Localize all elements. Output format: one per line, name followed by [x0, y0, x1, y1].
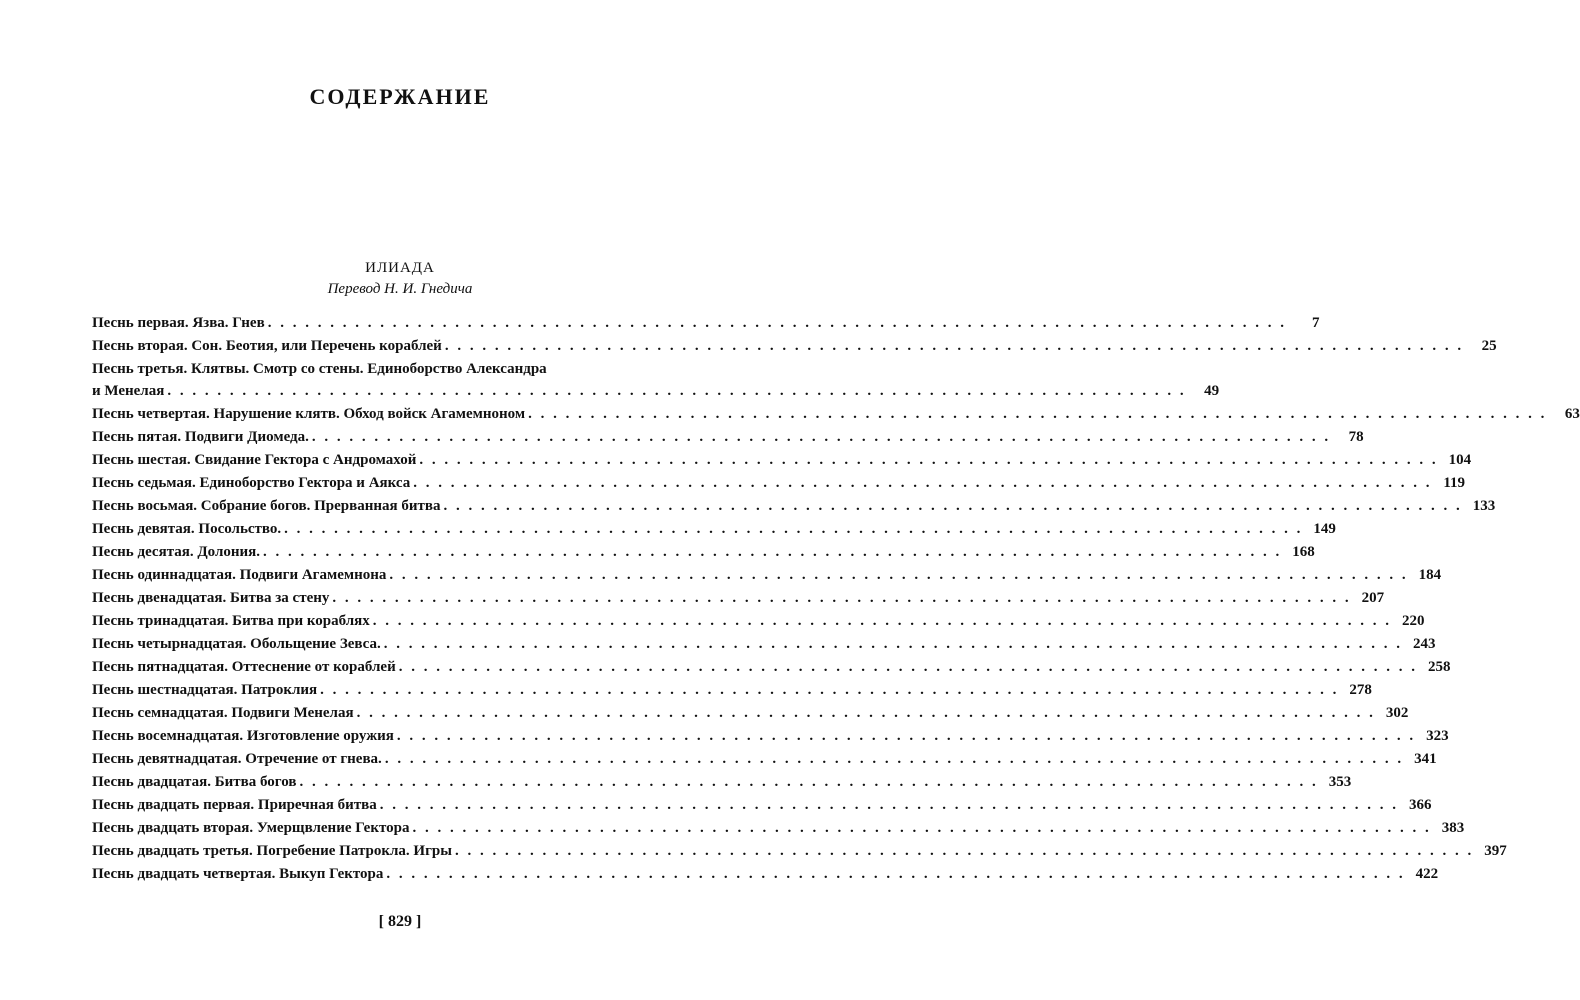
- dot-leader: [268, 312, 1287, 335]
- dot-leader: [312, 426, 1331, 449]
- toc-entry-title: Песнь одиннадцатая. Подвиги Агамемнона: [92, 567, 387, 583]
- toc-entry: [92, 679, 1372, 702]
- toc-entry-title: Песнь двадцать вторая. Умерщвление Гектора: [92, 820, 410, 836]
- toc-entry-page: 207: [1361, 590, 1385, 606]
- dot-leader: [397, 725, 1416, 748]
- dot-leader: [167, 380, 1186, 403]
- dot-leader: [444, 495, 1463, 518]
- toc-entry-page: 119: [1443, 475, 1466, 491]
- toc-entry-title: Песнь шестнадцатая. Патроклия: [92, 682, 318, 698]
- dot-leader: [385, 748, 1404, 771]
- toc-entry-page: 302: [1385, 705, 1409, 721]
- toc-entry-title: Песнь пятнадцатая. Оттеснение от кораблей: [92, 659, 396, 675]
- toc-entry: [92, 312, 1320, 335]
- table-of-contents: [92, 312, 1580, 886]
- toc-entry-page: 366: [1409, 797, 1432, 813]
- toc-entry-title: Песнь двенадцатая. Битва за стену: [92, 590, 330, 606]
- toc-entry-page: 7: [1311, 315, 1320, 331]
- toc-entry-page: 63: [1564, 406, 1580, 422]
- toc-entry-title: Песнь вторая. Сон. Беотия, или Перечень кораблей: [92, 338, 442, 354]
- dot-leader: [399, 656, 1418, 679]
- toc-entry-title: Песнь семнадцатая. Подвиги Менелая: [92, 705, 354, 721]
- toc-entry: [92, 403, 1580, 426]
- page-title: СОДЕРЖАНИЕ: [309, 84, 491, 109]
- toc-entry-page: 397: [1484, 843, 1507, 859]
- dot-leader: [412, 817, 1431, 840]
- toc-entry-page: 258: [1427, 659, 1451, 675]
- toc-entry-page: 49: [1204, 383, 1220, 399]
- toc-entry: [92, 472, 1466, 495]
- toc-entry: [92, 702, 1409, 725]
- section-title: ИЛИАДА: [365, 260, 435, 276]
- toc-entry-title: Песнь первая. Язва. Гнев: [92, 315, 265, 331]
- toc-entry-title: Песнь тринадцатая. Битва при кораблях: [92, 613, 370, 629]
- toc-entry-page: 25: [1481, 338, 1497, 354]
- dot-leader: [413, 472, 1432, 495]
- dot-leader: [332, 587, 1351, 610]
- toc-entry-page: 341: [1414, 751, 1437, 767]
- dot-leader: [384, 633, 1403, 656]
- toc-entry-title: Песнь пятая. Подвиги Диомеда.: [92, 429, 309, 445]
- toc-entry: [92, 335, 1497, 358]
- toc-entry-title: Песнь четырнадцатая. Обольщение Зевса.: [92, 636, 381, 652]
- toc-entry: [92, 840, 1507, 863]
- toc-entry: [92, 656, 1451, 679]
- section-subtitle: Перевод Н. И. Гнедича: [327, 281, 473, 297]
- dot-leader: [357, 702, 1376, 725]
- toc-entry: [92, 426, 1364, 449]
- toc-entry: [92, 518, 1336, 541]
- toc-entry: [92, 794, 1432, 817]
- toc-entry-title: Песнь восемнадцатая. Изготовление оружия: [92, 728, 394, 744]
- toc-entry-title: Песнь двадцатая. Битва богов: [92, 774, 297, 790]
- toc-entry: [92, 587, 1385, 610]
- toc-entry-page: 353: [1328, 774, 1352, 790]
- toc-entry-page: 168: [1292, 544, 1315, 560]
- dot-leader: [445, 335, 1464, 358]
- toc-entry-page: 78: [1348, 429, 1364, 445]
- toc-entry-page: 323: [1426, 728, 1449, 744]
- toc-entry: [92, 817, 1465, 840]
- toc-entry-page: 149: [1313, 521, 1336, 537]
- toc-entry: [92, 358, 1220, 403]
- toc-entry-title: Песнь девятая. Посольство.: [92, 521, 282, 537]
- toc-entry: [92, 633, 1436, 656]
- toc-entry-title: Песнь десятая. Долония.: [92, 544, 261, 560]
- toc-entry: [92, 449, 1472, 472]
- toc-entry: [92, 541, 1315, 564]
- toc-entry-page: 184: [1418, 567, 1442, 583]
- dot-leader: [284, 518, 1303, 541]
- dot-leader: [386, 863, 1405, 886]
- toc-entry: [92, 771, 1352, 794]
- toc-entry-page: 220: [1402, 613, 1425, 629]
- toc-entry-title-line1: Песнь третья. Клятвы. Смотр со стены. Единоборство Александра: [92, 361, 547, 377]
- dot-leader: [419, 449, 1438, 472]
- dot-leader: [263, 541, 1282, 564]
- dot-leader: [528, 403, 1547, 426]
- toc-entry-title: Песнь двадцать четвертая. Выкуп Гектора: [92, 866, 384, 882]
- toc-entry-title: Песнь седьмая. Единоборство Гектора и Аякса: [92, 475, 411, 491]
- dot-leader: [455, 840, 1474, 863]
- toc-entry-page: 278: [1349, 682, 1372, 698]
- dot-leader: [299, 771, 1318, 794]
- toc-entry: [92, 725, 1449, 748]
- toc-entry-title: Песнь двадцать третья. Погребение Патрокла. Игры: [92, 843, 452, 859]
- toc-entry-title: Песнь восьмая. Собрание богов. Прерванная битва: [92, 498, 441, 514]
- toc-entry: [92, 495, 1496, 518]
- toc-entry-title: Песнь двадцать первая. Приречная битва: [92, 797, 377, 813]
- toc-entry-page: 133: [1472, 498, 1496, 514]
- toc-entry: [92, 863, 1439, 886]
- dot-leader: [389, 564, 1408, 587]
- toc-entry: [92, 610, 1425, 633]
- toc-entry-title: Песнь четвертая. Нарушение клятв. Обход войск Агамемноном: [92, 406, 526, 422]
- toc-entry: [92, 564, 1442, 587]
- toc-entry-page: 104: [1448, 452, 1472, 468]
- toc-entry-page: 383: [1441, 820, 1465, 836]
- toc-entry-title-line2: и Менелая: [92, 383, 165, 399]
- dot-leader: [320, 679, 1339, 702]
- page-number-footer: [ 829 ]: [378, 913, 422, 930]
- toc-entry-title: Песнь шестая. Свидание Гектора с Андромахой: [92, 452, 417, 468]
- toc-entry-page: 243: [1413, 636, 1436, 652]
- toc-entry-title: Песнь девятнадцатая. Отречение от гнева.: [92, 751, 382, 767]
- dot-leader: [380, 794, 1399, 817]
- toc-entry-page: 422: [1415, 866, 1439, 882]
- toc-entry: [92, 748, 1437, 771]
- dot-leader: [373, 610, 1392, 633]
